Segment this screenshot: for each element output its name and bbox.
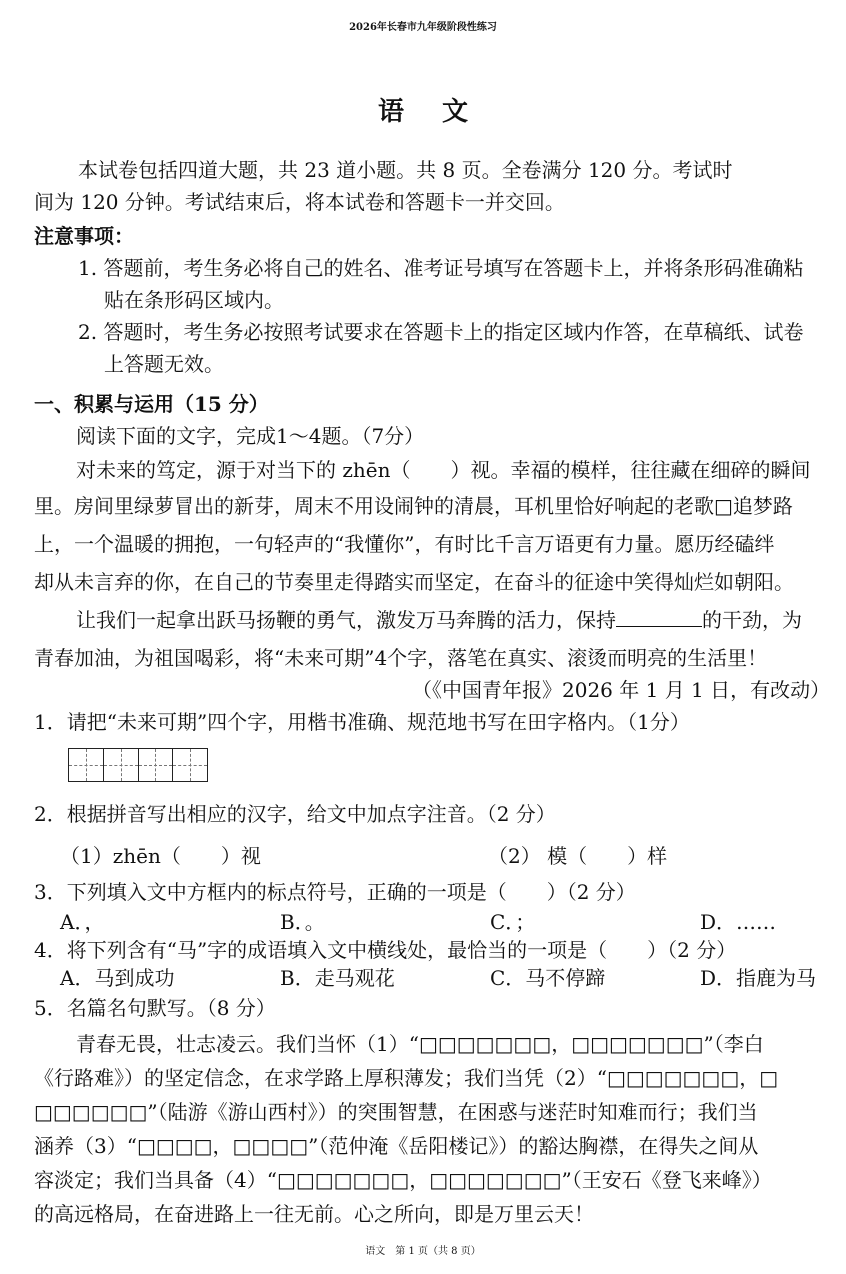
passage-line: 却从未言弃的你，在自己的节奏里走得踏实而坚定，在奋斗的征途中笑得灿烂如朝阳。 [34, 570, 794, 594]
q5-text-line: 容淡定；我们当具备（4）“□□□□□□□，□□□□□□□”（王安石《登飞来峰》） [34, 1168, 772, 1192]
passage-text: 让我们一起拿出跃马扬鞭的勇气，激发万马奔腾的活力，保持 [76, 608, 616, 632]
q5-text-line: 的高远格局，在奋进路上一往无前。心之所向，即是万里云天！ [34, 1202, 594, 1226]
intro-line-1: 本试卷包括四道大题，共 23 道小题。共 8 页。全卷满分 120 分。考试时 [78, 158, 733, 182]
passage-text: 的干劲，为 [702, 608, 802, 632]
passage-source: （《中国青年报》2026 年 1 月 1 日，有改动） [412, 678, 831, 702]
q3-option-a: A．， [60, 910, 105, 934]
subject-title: 语文 [377, 97, 506, 127]
passage-line: 里。房间里绿萝冒出的新芽，周末不用设闹钟的清晨，耳机里恰好响起的老歌□追梦路 [34, 494, 793, 518]
tianzige-grid[interactable] [68, 748, 208, 782]
q4-option-c: C．马不停蹄 [490, 966, 606, 990]
q3-option-b: B．。 [280, 910, 325, 934]
notice-item-2-cont: 上答题无效。 [104, 352, 224, 376]
q3-option-c: C．； [490, 910, 536, 934]
q2-part-1: （1）zhēn（ ）视 [60, 844, 261, 868]
q5-text-line: 青春无畏，壮志凌云。我们当怀（1）“□□□□□□□，□□□□□□□”（李白 [76, 1032, 764, 1056]
question-2: 2．根据拼音写出相应的汉字，给文中加点字注音。（2 分） [34, 802, 556, 826]
intro-line-2: 间为 120 分钟。考试结束后，将本试卷和答题卡一并交回。 [34, 190, 565, 214]
passage-paragraph-2 [76, 606, 802, 634]
q5-text-line: 涵养（3）“□□□□，□□□□”（范仲淹《岳阳楼记》）的豁达胸襟，在得失之间从 [34, 1134, 759, 1158]
question-3: 3．下列填入文中方框内的标点符号，正确的一项是（ ）（2 分） [34, 880, 636, 904]
notice-item-2: 2. 答题时，考生务必按照考试要求在答题卡上的指定区域内作答，在草稿纸、试卷 [78, 320, 804, 344]
grid-cell[interactable] [104, 749, 139, 781]
question-4: 4．将下列含有“马”字的成语填入文中横线处，最恰当的一项是（ ）（2 分） [34, 938, 737, 962]
grid-cell[interactable] [69, 749, 104, 781]
fill-in-blank [616, 606, 702, 627]
q4-option-a: A．马到成功 [60, 966, 175, 990]
section-heading: 一、积累与运用（15 分） [34, 392, 269, 416]
passage-line: 上，一个温暖的拥抱，一句轻声的“我懂你”，有时比千言万语更有力量。愿历经磕绊 [34, 532, 775, 556]
grid-cell[interactable] [139, 749, 174, 781]
q3-option-d: D．…… [700, 910, 777, 934]
q5-text-line: 《行路难》）的坚定信念，在求学路上厚积薄发；我们当凭（2）“□□□□□□□，□ [34, 1066, 779, 1090]
question-1: 1．请把“未来可期”四个字，用楷书准确、规范地书写在田字格内。（1分） [34, 710, 690, 734]
passage-line: 青春加油，为祖国喝彩，将“未来可期”4个字，落笔在真实、滚烫而明亮的生活里！ [34, 646, 768, 670]
notice-heading: 注意事项： [34, 224, 134, 248]
exam-title: 2026年长春市九年级阶段性练习 [349, 22, 497, 33]
q5-text-line: □□□□□□”（陆游《游山西村》）的突围智慧，在困惑与迷茫时知难而行；我们当 [34, 1100, 758, 1124]
notice-item-1-cont: 贴在条形码区域内。 [104, 288, 284, 312]
q4-option-d: D．指鹿为马 [700, 966, 817, 990]
q2-part-2: （2） 模（ ）样 [488, 844, 668, 868]
notice-item-1: 1. 答题前，考生务必将自己的姓名、准考证号填写在答题卡上，并将条形码准确粘 [78, 256, 804, 280]
page-footer: 语文 第 1 页（共 8 页） [365, 1246, 481, 1257]
grid-cell[interactable] [173, 749, 207, 781]
reading-instruction: 阅读下面的文字，完成1～4题。（7分） [76, 424, 425, 448]
passage-line: 对未来的笃定，源于对当下的 zhēn（ ）视。幸福的模样，往往藏在细碎的瞬间 [76, 458, 811, 482]
q4-option-b: B．走马观花 [280, 966, 395, 990]
question-5: 5．名篇名句默写。（8 分） [34, 996, 276, 1020]
